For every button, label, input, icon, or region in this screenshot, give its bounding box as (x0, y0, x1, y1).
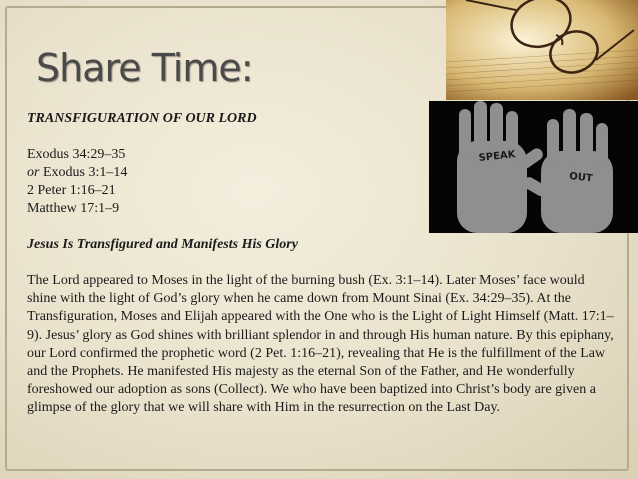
reading-heading: TRANSFIGURATION OF OUR LORD (27, 111, 257, 126)
sermon-subheading: Jesus Is Transfigured and Manifests His Glory (27, 237, 298, 252)
slide-title: Share Time: (36, 46, 253, 90)
speak-word: SPEAK (478, 149, 516, 164)
reading-3: 2 Peter 1:16–21 (27, 183, 116, 198)
glasses-on-bible-photo (446, 0, 638, 100)
reading-4: Matthew 17:1–9 (27, 201, 120, 216)
sermon-paragraph: The Lord appeared to Moses in the light of the burning bush (Ex. 3:1–14). Later Moses’ face would shine with the light of God’s glory when he came down from Mount Sinai (Ex. 34:29–35). At the Transfiguration, Moses and Elijah appeared with the One who is the Light of Light Himself (Matt. 17:1–9). Jesus’ glory as God shines with brilliant splendor in and through His human nature. By this epiphany, our Lord confirmed the prophetic word (2 Pet. 1:16–21), revealing that He is the fulfillment of the Law and the Prophets. He manifested His majesty as the eternal Son of the Father, and He wonderfully foreshowed our adoption as sons (Collect). We who have been baptized into Christ’s body are given a glimpse of the glory that we will share with Him in the resurrection on the Last Day. (27, 273, 614, 416)
reading-or: or (27, 165, 40, 180)
reading-1: Exodus 34:29–35 (27, 147, 126, 162)
out-word: OUT (568, 171, 594, 185)
reading-2: or Exodus 3:1–14 (27, 165, 128, 180)
slide-body (27, 110, 617, 418)
